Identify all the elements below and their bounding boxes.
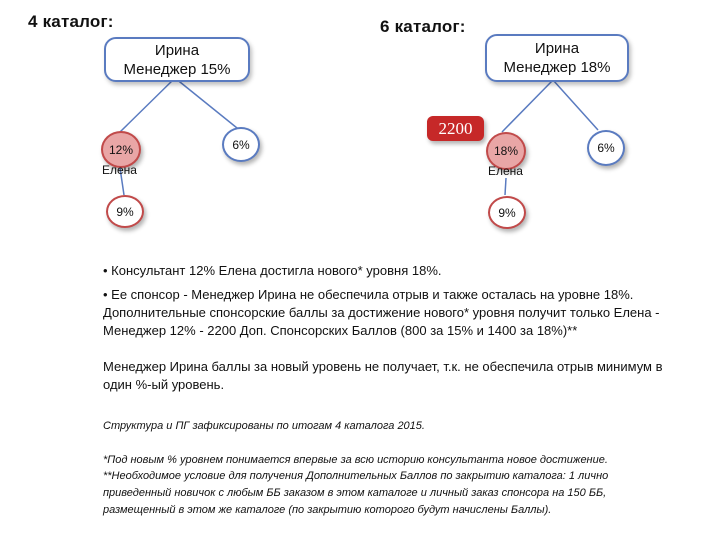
structure-note: Структура и ПГ зафиксированы по итогам 4 каталога 2015. <box>103 420 425 432</box>
node-right-percent-left: 6% <box>222 127 260 162</box>
node-right-percent-right: 6% <box>587 130 625 166</box>
manager-role: Менеджер 18% <box>503 59 611 76</box>
node-elena-name-left: Елена <box>102 163 137 177</box>
manager-name: Ирина <box>534 40 580 57</box>
points-badge: 2200 <box>427 116 484 141</box>
catalog-title-left: 4 каталог: <box>28 12 114 31</box>
paragraph-bonus: Дополнительные спонсорские баллы за достижение нового* уровня получит только Елена - Менеджер 12% - 2200 Доп. Спонсорских Баллов (800 за 15% и 1400 за 18%)** <box>103 305 660 338</box>
node-elena-percent-right: 18% <box>486 132 526 170</box>
paragraph-manager: Менеджер Ирина баллы за новый уровень не получает, т.к. не обеспечила отрыв минимум в один %-ый уровень. <box>103 359 663 392</box>
node-elena-percent-left: 12% <box>101 131 141 168</box>
node-child-percent-right: 9% <box>488 196 526 229</box>
manager-box-right <box>485 34 629 82</box>
manager-box-left <box>104 37 250 82</box>
footnote-condition: **Необходимое условие для получения Дополнительных Баллов по закрытию каталога: 1 лично приведенный новичок с любым ББ заказом в этом каталоге и личный заказ спонсора на 150 ББ, размещенный в этом же каталоге (по закрытию которого будут начислены Баллы). <box>103 470 609 516</box>
node-elena-name-right: Елена <box>488 164 523 178</box>
bullet-1: • Консультант 12% Елена достигла нового* уровня 18%. <box>103 263 442 278</box>
manager-role: Менеджер 15% <box>123 60 231 78</box>
node-child-percent-left: 9% <box>106 195 144 228</box>
bullet-2: • Ее спонсор - Менеджер Ирина не обеспечила отрыв и также осталась на уровне 18%. <box>103 287 634 302</box>
manager-name: Ирина <box>154 41 200 59</box>
footnote-new-level: *Под новым % уровнем понимается впервые за всю историю консультанта новое достижение. <box>103 454 608 466</box>
catalog-title-right: 6 каталог: <box>380 17 466 36</box>
